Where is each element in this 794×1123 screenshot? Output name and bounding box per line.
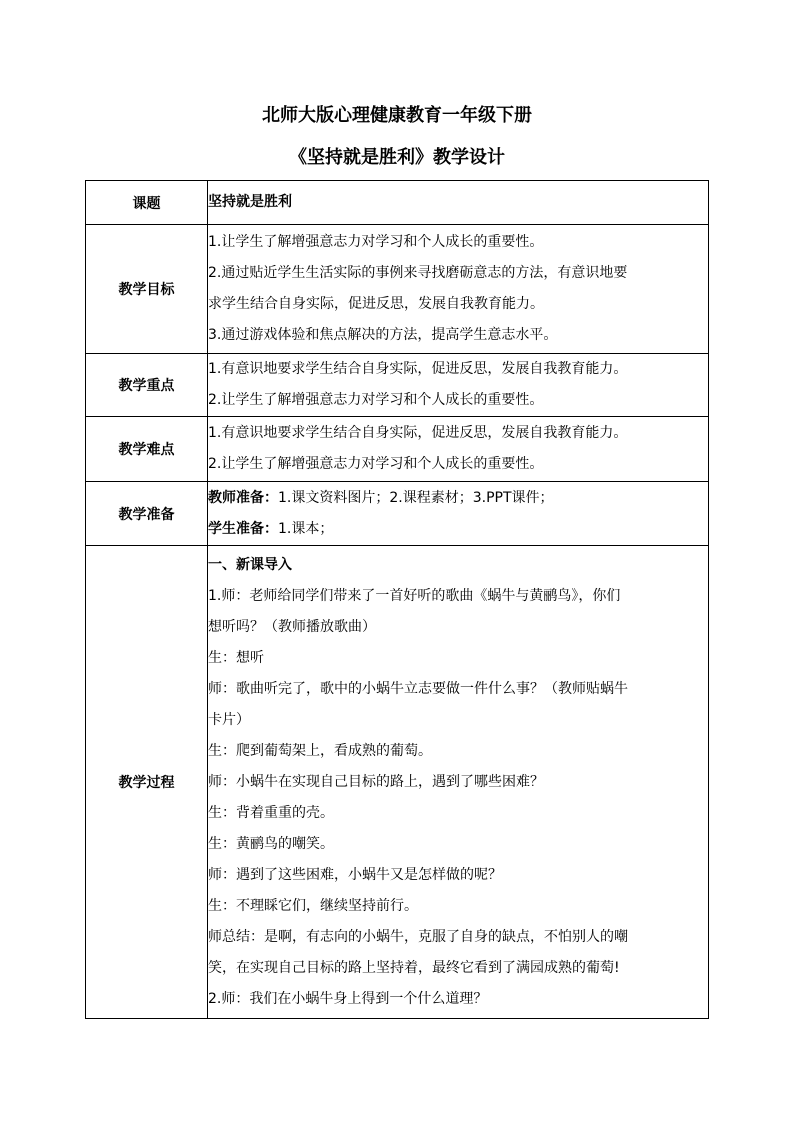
process-line: 卡片）	[208, 711, 250, 728]
preparation-content	[208, 482, 709, 546]
goals-line: 3.通过游戏体验和焦点解决的方法，提高学生意志水平。	[208, 327, 558, 343]
document-subtitle: 《坚持就是胜利》教学设计	[289, 147, 505, 168]
table-row-process	[86, 546, 709, 1019]
topic-value: 坚持就是胜利	[208, 181, 709, 225]
key-points-content	[208, 354, 709, 417]
process-line: 想听吗？（教师播放歌曲）	[208, 618, 376, 635]
process-line: 师：歌曲听完了，歌中的小蜗牛立志要做一件什么事？（教师贴蜗牛	[208, 680, 628, 697]
table-row-topic	[86, 181, 709, 225]
teacher-preparation-value: 1.课文资料图片；2.课程素材；3.PPT课件；	[278, 489, 554, 506]
student-preparation	[208, 514, 708, 545]
goals-line: 1.让学生了解增强意志力对学习和个人成长的重要性。	[208, 234, 544, 250]
difficulties-line: 2.让学生了解增强意志力对学习和个人成长的重要性。	[208, 456, 544, 472]
difficulties-line: 1.有意识地要求学生结合自身实际，促进反思，发展自我教育能力。	[208, 425, 628, 441]
goals-content	[208, 225, 709, 354]
process-line: 生：不理睬它们，继续坚持前行。	[208, 897, 418, 914]
process-line: 1.师：老师给同学们带来了一首好听的歌曲《蜗牛与黄鹂鸟》，你们	[208, 587, 621, 604]
goals-line: 2.通过贴近学生生活实际的事例来寻找磨砺意志的方法，有意识地要	[208, 265, 628, 281]
table-row-difficulties	[86, 417, 709, 482]
process-line: 师总结：是啊，有志向的小蜗牛，克服了自身的缺点，不怕别人的嘲	[208, 928, 628, 945]
process-line: 师：小蜗牛在实现自己目标的路上，遇到了哪些困难？	[208, 773, 544, 790]
teacher-preparation	[208, 483, 708, 514]
key-points-label: 教学重点	[86, 354, 208, 417]
goals-line: 求学生结合自身实际，促进反思，发展自我教育能力。	[208, 296, 544, 312]
student-preparation-value: 1.课本；	[278, 520, 334, 537]
process-line: 师：遇到了这些困难，小蜗牛又是怎样做的呢？	[208, 866, 502, 883]
document-title: 北师大版心理健康教育一年级下册	[262, 105, 532, 126]
topic-label: 课题	[86, 181, 208, 225]
process-section-heading: 一、新课导入	[208, 556, 292, 573]
difficulties-label: 教学难点	[86, 417, 208, 482]
process-line: 笑，在实现自己目标的路上坚持着，最终它看到了满园成熟的葡萄!	[208, 959, 620, 976]
difficulties-content	[208, 417, 709, 482]
teacher-preparation-label: 教师准备：	[208, 489, 278, 506]
process-label: 教学过程	[86, 546, 208, 1019]
goals-label: 教学目标	[86, 225, 208, 354]
preparation-label: 教学准备	[86, 482, 208, 546]
table-row-preparation	[86, 482, 709, 546]
key-points-line: 1.有意识地要求学生结合自身实际，促进反思，发展自我教育能力。	[208, 361, 628, 377]
key-points-line: 2.让学生了解增强意志力对学习和个人成长的重要性。	[208, 392, 544, 408]
process-line: 生：背着重重的壳。	[208, 804, 334, 821]
process-content	[208, 546, 709, 1019]
lesson-plan-table	[85, 180, 709, 1019]
process-line: 生：黄鹂鸟的嘲笑。	[208, 835, 334, 852]
student-preparation-label: 学生准备：	[208, 520, 278, 537]
process-line: 2.师：我们在小蜗牛身上得到一个什么道理？	[208, 990, 488, 1007]
table-row-key-points	[86, 354, 709, 417]
process-line: 生：爬到葡萄架上，看成熟的葡萄。	[208, 742, 432, 759]
table-row-goals	[86, 225, 709, 354]
process-line: 生：想听	[208, 649, 264, 666]
